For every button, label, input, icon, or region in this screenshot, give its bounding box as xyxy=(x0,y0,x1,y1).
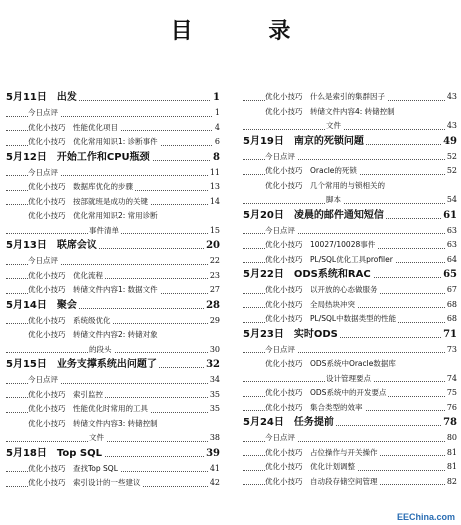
toc-page-number: 13 xyxy=(208,180,220,195)
toc-entry-text: 优化小技巧 优化常用知识1: 诊断事件 xyxy=(28,135,160,150)
toc-entry-text: 优化小技巧 优化流程 xyxy=(28,269,105,284)
toc-entry-text: 优化小技巧 全局热块冲突 xyxy=(265,298,357,313)
toc-sub-entry xyxy=(243,446,457,461)
toc-sub-entry xyxy=(6,209,220,224)
toc-entry-text: 优化小技巧 查找Top SQL xyxy=(28,462,120,477)
toc-entry-text: 今日点评 xyxy=(265,431,297,446)
toc-chapter-entry xyxy=(243,327,457,343)
toc-page-number: 42 xyxy=(208,476,220,491)
toc-entry-text: 优化小技巧 索引设计的一些建议 xyxy=(28,476,143,491)
toc-entry-text: 优化小技巧 占位操作与开关操作 xyxy=(265,446,380,461)
toc-sub-entry xyxy=(243,283,457,298)
toc-entry-text: 优化小技巧 什么是索引的集群因子 xyxy=(265,90,387,105)
toc-sub-entry xyxy=(243,119,457,134)
toc-entry-text: 优化小技巧 集合类型的效率 xyxy=(265,401,365,416)
toc-entry-text: 今日点评 xyxy=(28,166,60,181)
toc-sub-entry xyxy=(6,343,220,358)
toc-page-number: 20 xyxy=(204,238,220,254)
toc-entry-text: 优化小技巧 转储文件内容4: 转储控制 xyxy=(265,105,397,120)
toc-chapter-entry xyxy=(6,238,220,254)
toc-page-number: 64 xyxy=(445,253,457,268)
toc-page-number: 52 xyxy=(445,164,457,179)
toc-chapter-entry xyxy=(243,415,457,431)
toc-page-number: 63 xyxy=(445,224,457,239)
toc-entry-text: 优化小技巧 以开放的心态做服务 xyxy=(265,283,380,298)
toc-entry-text: 5月11日 出发 xyxy=(6,90,79,106)
toc-page-number: 65 xyxy=(441,267,457,283)
toc-entry-text: 5月19日 南京的死锁问题 xyxy=(243,134,366,150)
toc-sub-entry xyxy=(6,166,220,181)
toc-entry-text: 优化小技巧 优化常用知识2: 常用诊断 xyxy=(28,209,160,224)
toc-chapter-entry xyxy=(243,267,457,283)
toc-chapter-entry xyxy=(243,134,457,150)
toc-entry-text: 今日点评 xyxy=(265,150,297,165)
toc-entry-text: 5月14日 聚会 xyxy=(6,298,79,314)
toc-column-left xyxy=(6,90,220,491)
page-title: 目 录 xyxy=(170,19,325,44)
toc-page-number: 43 xyxy=(445,119,457,134)
toc-chapter-entry xyxy=(6,446,220,462)
toc-page-number: 8 xyxy=(211,150,220,166)
toc-entry-text: 优化小技巧 几个常用的与锁相关的 xyxy=(265,179,387,194)
toc-sub-entry xyxy=(6,402,220,417)
toc-page-number: 43 xyxy=(445,90,457,105)
toc-entry-text: 的段头 xyxy=(89,343,114,358)
toc-page-number: 32 xyxy=(204,357,220,373)
toc-entry-text: 5月24日 任务提前 xyxy=(243,415,336,431)
toc-sub-entry xyxy=(243,475,457,490)
toc-page-number: 67 xyxy=(445,283,457,298)
toc-sub-entry xyxy=(243,238,457,253)
toc-entry-text: 今日点评 xyxy=(265,224,297,239)
toc-sub-entry xyxy=(6,462,220,477)
dot-leader xyxy=(6,441,220,442)
toc-page-number: 41 xyxy=(208,462,220,477)
toc-sub-entry xyxy=(243,179,457,194)
toc-page-number: 28 xyxy=(204,298,220,314)
toc-page-number: 11 xyxy=(208,166,220,181)
toc-sub-entry xyxy=(243,431,457,446)
toc-sub-entry xyxy=(6,180,220,195)
toc-entry-text: 今日点评 xyxy=(28,254,60,269)
toc-entry-text: 优化小技巧 转储文件内容2: 转储对象 xyxy=(28,328,160,343)
toc-chapter-entry xyxy=(6,357,220,373)
toc-page-number: 29 xyxy=(208,314,220,329)
toc-entry-text: 今日点评 xyxy=(265,343,297,358)
toc-entry-text: 优化小技巧 按部就班是成功的关键 xyxy=(28,195,150,210)
toc-sub-entry xyxy=(243,298,457,313)
toc-page-number: 73 xyxy=(445,343,457,358)
toc-sub-entry xyxy=(6,269,220,284)
toc-page-number: 1 xyxy=(213,106,220,121)
toc-page-number: 80 xyxy=(445,431,457,446)
toc-entry-text: 优化小技巧 转储文件内容3: 转储控制 xyxy=(28,417,160,432)
toc-entry-text: 优化小技巧 数据库优化的步骤 xyxy=(28,180,135,195)
toc-sub-entry xyxy=(243,312,457,327)
toc-entry-text: 5月20日 凌晨的邮件通知短信 xyxy=(243,208,386,224)
toc-sub-entry xyxy=(243,105,457,120)
toc-entry-text: 优化小技巧 索引监控 xyxy=(28,388,105,403)
toc-entry-text: 优化小技巧 性能优化时常用的工具 xyxy=(28,402,150,417)
toc-page-number: 35 xyxy=(208,402,220,417)
toc-entry-text: 脚本 xyxy=(326,193,343,208)
dot-leader xyxy=(243,129,457,130)
toc-sub-entry xyxy=(243,372,457,387)
toc-entry-text: 优化小技巧 ODS系统中Oracle数据库 xyxy=(265,357,398,372)
toc-sub-entry xyxy=(6,373,220,388)
toc-sub-entry xyxy=(6,224,220,239)
toc-sub-entry xyxy=(6,121,220,136)
toc-entry-text: 优化小技巧 PL/SQL优化工具profiler xyxy=(265,253,395,268)
toc-sub-entry xyxy=(6,328,220,343)
toc-page-number: 14 xyxy=(208,195,220,210)
toc-page-number: 38 xyxy=(208,431,220,446)
toc-chapter-entry xyxy=(243,208,457,224)
toc-page-number: 68 xyxy=(445,312,457,327)
toc-chapter-entry xyxy=(6,90,220,106)
toc-page-number: 61 xyxy=(441,208,457,224)
watermark: EEChina.com xyxy=(396,512,455,522)
toc-page-number: 76 xyxy=(445,401,457,416)
toc-page-number: 27 xyxy=(208,283,220,298)
toc-entry-text: 优化小技巧 系统级优化 xyxy=(28,314,113,329)
toc-entry-text: 优化小技巧 PL/SQL中数据类型的性能 xyxy=(265,312,398,327)
toc-page-number: 78 xyxy=(441,415,457,431)
toc-page-number: 81 xyxy=(445,446,457,461)
toc-sub-entry xyxy=(243,164,457,179)
toc-sub-entry xyxy=(243,90,457,105)
toc-sub-entry xyxy=(6,314,220,329)
toc-entry-text: 5月18日 Top SQL xyxy=(6,446,104,462)
toc-sub-entry xyxy=(243,253,457,268)
toc-sub-entry xyxy=(6,388,220,403)
toc-page-number: 71 xyxy=(441,327,457,343)
toc-column-right xyxy=(243,90,457,489)
dot-leader xyxy=(243,203,457,204)
toc-page-number: 81 xyxy=(445,460,457,475)
toc-page-number: 35 xyxy=(208,388,220,403)
toc-sub-entry xyxy=(243,343,457,358)
toc-sub-entry xyxy=(6,476,220,491)
toc-entry-text: 优化小技巧 ODS系统中的开发要点 xyxy=(265,386,388,401)
toc-page-number: 15 xyxy=(208,224,220,239)
toc-page-number: 23 xyxy=(208,269,220,284)
toc-page-number: 4 xyxy=(213,121,220,136)
toc-page-number: 39 xyxy=(204,446,220,462)
toc-sub-entry xyxy=(6,106,220,121)
toc-entry-text: 5月23日 实时ODS xyxy=(243,327,340,343)
toc-entry-text: 优化小技巧 10027/10028事件 xyxy=(265,238,377,253)
toc-sub-entry xyxy=(243,193,457,208)
toc-entry-text: 优化小技巧 性能优化项目 xyxy=(28,121,120,136)
toc-entry-text: 5月22日 ODS系统和RAC xyxy=(243,267,373,283)
toc-sub-entry xyxy=(6,135,220,150)
toc-page-number: 74 xyxy=(445,372,457,387)
toc-page-number: 34 xyxy=(208,373,220,388)
toc-sub-entry xyxy=(243,150,457,165)
toc-page-number: 6 xyxy=(213,135,220,150)
toc-entry-text: 文件 xyxy=(326,119,343,134)
toc-sub-entry xyxy=(243,357,457,372)
toc-page-number: 52 xyxy=(445,150,457,165)
toc-page-number: 22 xyxy=(208,254,220,269)
toc-entry-text: 事件清单 xyxy=(89,224,121,239)
toc-page-number: 1 xyxy=(211,90,220,106)
toc-entry-text: 文件 xyxy=(89,431,106,446)
toc-entry-text: 今日点评 xyxy=(28,106,60,121)
toc-sub-entry xyxy=(243,386,457,401)
toc-entry-text: 5月13日 联席会议 xyxy=(6,238,99,254)
toc-page-number: 49 xyxy=(441,134,457,150)
toc-sub-entry xyxy=(243,460,457,475)
toc-sub-entry xyxy=(6,254,220,269)
toc-entry-text: 优化小技巧 Oracle的死锁 xyxy=(265,164,359,179)
toc-page-number: 54 xyxy=(445,193,457,208)
toc-entry-text: 设计管理要点 xyxy=(326,372,373,387)
toc-page-number: 75 xyxy=(445,386,457,401)
toc-page-number: 30 xyxy=(208,343,220,358)
toc-entry-text: 5月15日 业务支撑系统出问题了 xyxy=(6,357,159,373)
toc-sub-entry xyxy=(243,401,457,416)
toc-sub-entry xyxy=(6,283,220,298)
toc-sub-entry xyxy=(6,431,220,446)
toc-entry-text: 优化小技巧 转储文件内容1: 数据文件 xyxy=(28,283,160,298)
toc-page-number: 82 xyxy=(445,475,457,490)
toc-entry-text: 优化小技巧 优化计划调整 xyxy=(265,460,357,475)
toc-chapter-entry xyxy=(6,150,220,166)
toc-sub-entry xyxy=(6,195,220,210)
toc-entry-text: 优化小技巧 自动段存储空间管理 xyxy=(265,475,380,490)
toc-entry-text: 5月12日 开始工作和CPU瓶颈 xyxy=(6,150,152,166)
toc-sub-entry xyxy=(6,417,220,432)
toc-page-number: 63 xyxy=(445,238,457,253)
toc-entry-text: 今日点评 xyxy=(28,373,60,388)
toc-page-number: 68 xyxy=(445,298,457,313)
toc-sub-entry xyxy=(243,224,457,239)
toc-chapter-entry xyxy=(6,298,220,314)
